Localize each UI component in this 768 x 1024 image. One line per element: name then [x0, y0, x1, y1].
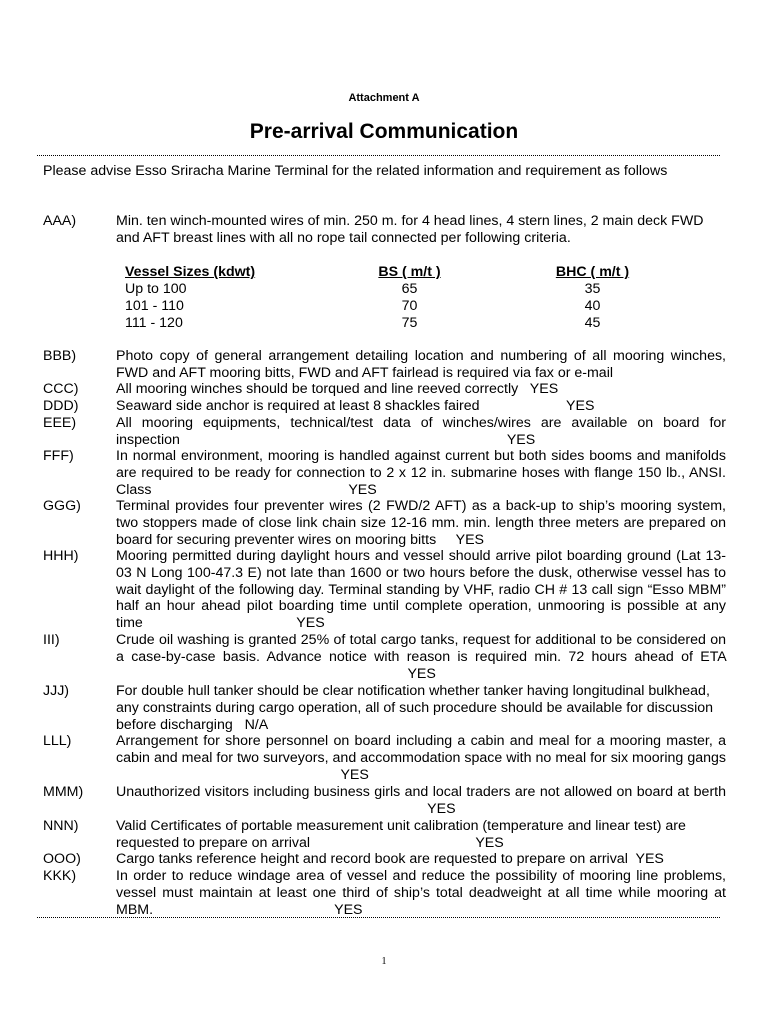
- intro-text: Please advise Esso Sriracha Marine Terminal for the related information and requirement as follows: [43, 163, 668, 179]
- item-code: GGG): [43, 498, 81, 514]
- column-header: BS ( m/t ): [378, 264, 441, 280]
- item-body: [116, 381, 726, 398]
- table-cell: 45: [584, 315, 601, 331]
- item-code: OOO): [43, 851, 81, 867]
- page-title: Pre-arrival Communication: [249, 120, 519, 143]
- item-answer: YES: [427, 800, 456, 817]
- item-code: MMM): [43, 784, 84, 800]
- page-number: 1: [381, 956, 387, 967]
- item-answer: YES: [407, 665, 436, 682]
- item-body: [116, 498, 726, 548]
- item-text: Cargo tanks reference height and record book are requested to prepare on arrival: [116, 851, 628, 867]
- item-body: [116, 683, 726, 733]
- item-body: [116, 818, 726, 852]
- vessel-size-table: [125, 264, 645, 332]
- item-body: [116, 632, 726, 682]
- item-text: Valid Certificates of portable measurement unit calibration (temperature and linear test) are requested to prepare on arrival: [116, 818, 686, 851]
- table-cell: 40: [584, 298, 601, 314]
- item-text: All mooring winches should be torqued and line reeved correctly: [116, 381, 519, 397]
- item-text: Photo copy of general arrangement detailing location and numbering of all mooring winches, FWD and AFT mooring bitts, FWD and AFT fairlead is required via fax or e-mail: [116, 348, 726, 381]
- item-text: In normal environment, mooring is handled against current but both sides booms and manifolds are required to be ready for connection to 2 x 12 in. submarine hoses with flange 150 lb., ANSI. Class: [116, 448, 726, 498]
- table-cell: 65: [401, 281, 418, 297]
- item-body: [116, 851, 726, 868]
- item-code: CCC): [43, 381, 79, 397]
- item-answer: YES: [348, 481, 377, 498]
- column-header: BHC ( m/t ): [555, 264, 630, 280]
- item-answer: YES: [506, 431, 536, 448]
- table-cell: Up to 100: [125, 281, 187, 297]
- item-code: DDD): [43, 398, 79, 414]
- item-answer: YES: [296, 615, 325, 632]
- item-answer: N/A: [244, 716, 269, 733]
- item-answer: YES: [566, 398, 595, 414]
- item-answer: YES: [635, 851, 664, 867]
- table-row: [125, 315, 645, 332]
- item-body: [116, 448, 726, 498]
- bottom-divider: [37, 917, 720, 918]
- item-code: HHH): [43, 548, 79, 564]
- item-code: NNN): [43, 818, 79, 834]
- item-answer: YES: [455, 531, 485, 548]
- top-divider: [37, 155, 720, 156]
- item-answer: YES: [475, 834, 504, 851]
- item-code: III): [43, 632, 60, 648]
- item-text: For double hull tanker should be clear notification whether tanker having longitudinal bulkhead, any constraints during cargo operation, all of such procedure should be available for discussion before discharging: [116, 683, 714, 733]
- item-answer: YES: [334, 901, 363, 918]
- table-row: [125, 281, 645, 298]
- item-text: Min. ten winch-mounted wires of min. 250 m. for 4 head lines, 4 stern lines, 2 main deck FWD and AFT breast lines with all no rope tail connected per following criteria.: [116, 213, 704, 246]
- item-answer: YES: [529, 381, 559, 397]
- item-body: [116, 784, 726, 818]
- table-cell: 75: [401, 315, 418, 331]
- item-code: BBB): [43, 348, 77, 364]
- item-body: [116, 548, 726, 632]
- item-code: KKK): [43, 868, 77, 884]
- item-body: [116, 868, 726, 918]
- item-text: Arrangement for shore personnel on board including a cabin and meal for a mooring master, a cabin and meal for two surveyors, and accommodation space with no meal for six mooring gangs: [116, 733, 726, 766]
- table-cell: 35: [584, 281, 601, 297]
- item-answer: YES: [340, 766, 369, 783]
- item-text: In order to reduce windage area of vessel and reduce the possibility of mooring line problems, vessel must maintain at least one third of ship’s total deadweight at all time while mooring at MBM.: [116, 868, 726, 918]
- item-text: Crude oil washing is granted 25% of total cargo tanks, request for additional to be considered on a case-by-case basis. Advance notice with reason is required min. 72 hours ahead of ETA: [116, 632, 726, 665]
- table-row: [125, 298, 645, 315]
- item-text: All mooring equipments, technical/test data of winches/wires are available on board for inspection: [116, 415, 726, 448]
- item-text: Unauthorized visitors including business girls and local traders are not allowed on board at berth: [116, 784, 726, 800]
- item-code: JJJ): [43, 683, 70, 699]
- item-code: LLL): [43, 733, 72, 749]
- column-header: Vessel Sizes (kdwt): [125, 264, 256, 280]
- item-body: [116, 415, 726, 449]
- table-cell: 70: [401, 298, 418, 314]
- table-header-row: [125, 264, 645, 281]
- item-text: Mooring permitted during daylight hours and vessel should arrive pilot boarding ground (Lat 13-03 N Long 100-47.3 E) not late than 1600 or two hours before the dusk, otherwise vessel has to wait daylight of the following day. Terminal standing by VHF, radio CH # 13 call sign “Esso MBM” half an hour ahead pilot boarding time until complete operation, unmooring is possible at any time: [116, 548, 726, 632]
- item-body: [116, 733, 726, 783]
- table-cell: 111 - 120: [125, 315, 183, 331]
- item-text: Terminal provides four preventer wires (2 FWD/2 AFT) as a back-up to ship’s mooring system, two stoppers made of close link chain size 12-16 mm. min. length three meters are prepared on board for securing preventer wires on mooring bitts: [116, 498, 726, 548]
- item-body: [116, 398, 726, 415]
- item-code: AAA): [43, 213, 77, 229]
- table-cell: 101 - 110: [125, 298, 184, 314]
- item-text: Seaward side anchor is required at least 8 shackles faired: [116, 398, 480, 414]
- attachment-label: Attachment A: [348, 92, 420, 104]
- item-code: FFF): [43, 448, 74, 464]
- item-code: EEE): [43, 415, 77, 431]
